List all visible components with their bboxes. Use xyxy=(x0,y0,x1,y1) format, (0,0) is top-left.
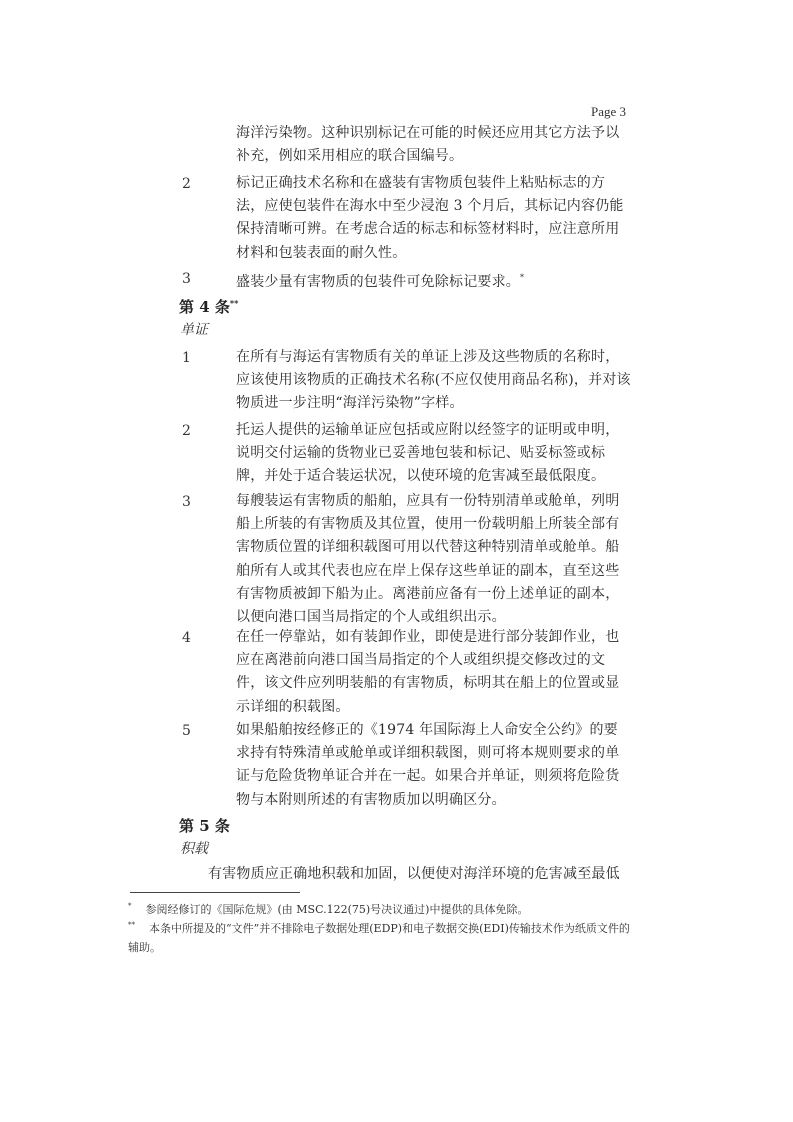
footnote-mark: ** xyxy=(128,921,135,929)
continued-paragraph: 海洋污染物。这种识别标记在可能的时候还应用其它方法予以补充，例如采用相应的联合国编号。 xyxy=(236,125,620,165)
item-number: 3 xyxy=(182,271,191,287)
item-text: 每艘装运有害物质的船舶，应具有一份特别清单或舱单，列明船上所装的有害物质及其位置，使用一份载明船上所装全部有害物质位置的详细积载图可用以代替这种特别清单或舱单。船舶所有人或其代表也应在岸上保存这些单证的副本，直至这些有害物质被卸下船为止。离港前应备有一份上述单证的副本，以便向港口国当局指定的个人或组织出示。 xyxy=(236,493,620,626)
item-text: 标记正确技术名称和在盛装有害物质包装件上粘贴标志的方法，应使包装件在海水中至少浸泡 3 个月后，其标记内容仍能保持清晰可辨。在考虑合适的标志和标签材料时，应注意所用材料和包装表面的耐久性。 xyxy=(236,175,624,261)
item-text-body: 盛装少量有害物质的包装件可免除标记要求。 xyxy=(236,274,520,290)
item-number: 5 xyxy=(182,723,191,739)
item-number: 4 xyxy=(182,630,191,646)
article-subheading: 积载 xyxy=(180,841,208,857)
item-text: 如果船舶按经修正的《1974 年国际海上人命安全公约》的要求持有特殊清单或舱单或详细积载图，则可将本规则要求的单证与危险货物单证合并在一起。如果合并单证，则须将危险货物与本附则所述的有害物质加以明确区分。 xyxy=(236,722,620,808)
footnote-reference: * xyxy=(520,273,525,282)
item-text: 在所有与海运有害物质有关的单证上涉及这些物质的名称时，应该使用该物质的正确技术名称(不应仅使用商品名称)，并对该物质进一步注明“海洋污染物”字样。 xyxy=(236,349,631,412)
item-number: 2 xyxy=(182,176,191,192)
article-heading-text: 第 4 条 xyxy=(179,298,230,316)
page-number: Page 3 xyxy=(591,104,627,119)
footnote-reference: ** xyxy=(229,298,239,308)
article-body: 有害物质应正确地积载和加固，以便使对海洋环境的危害减至最低 xyxy=(208,866,620,882)
footnote-text: 本条中所提及的“文件”并不排除电子数据处理(EDP)和电子数据交换(EDI)传输技术作为纸质文件的辅助。 xyxy=(128,922,630,954)
item-number: 2 xyxy=(182,423,191,439)
footnote xyxy=(128,916,633,957)
footnote-text: 参阅经修订的《国际危规》(由 MSC.122(75)号决议通过)中提供的具体免除。 xyxy=(145,903,529,916)
item-number: 1 xyxy=(182,350,191,366)
article-heading: 第 5 条 xyxy=(179,817,230,835)
item-text xyxy=(236,266,632,294)
footnote-divider xyxy=(130,892,300,893)
item-number: 3 xyxy=(182,494,191,510)
item-text: 在任一停靠站，如有装卸作业，即使是进行部分装卸作业，也应在离港前向港口国当局指定的个人或组织提交修改过的文件，该文件应列明装船的有害物质，标明其在船上的位置或显示详细的积载图。 xyxy=(236,629,620,715)
footnote-mark: * xyxy=(128,902,132,910)
article-subheading: 单证 xyxy=(180,322,208,338)
item-text: 托运人提供的运输单证应包括或应附以经签字的证明或申明，说明交付运输的货物业已妥善地包装和标记、贴妥标签或标牌，并处于适合装运状况，以使环境的危害减至最低限度。 xyxy=(236,422,620,485)
article-heading xyxy=(179,296,238,317)
